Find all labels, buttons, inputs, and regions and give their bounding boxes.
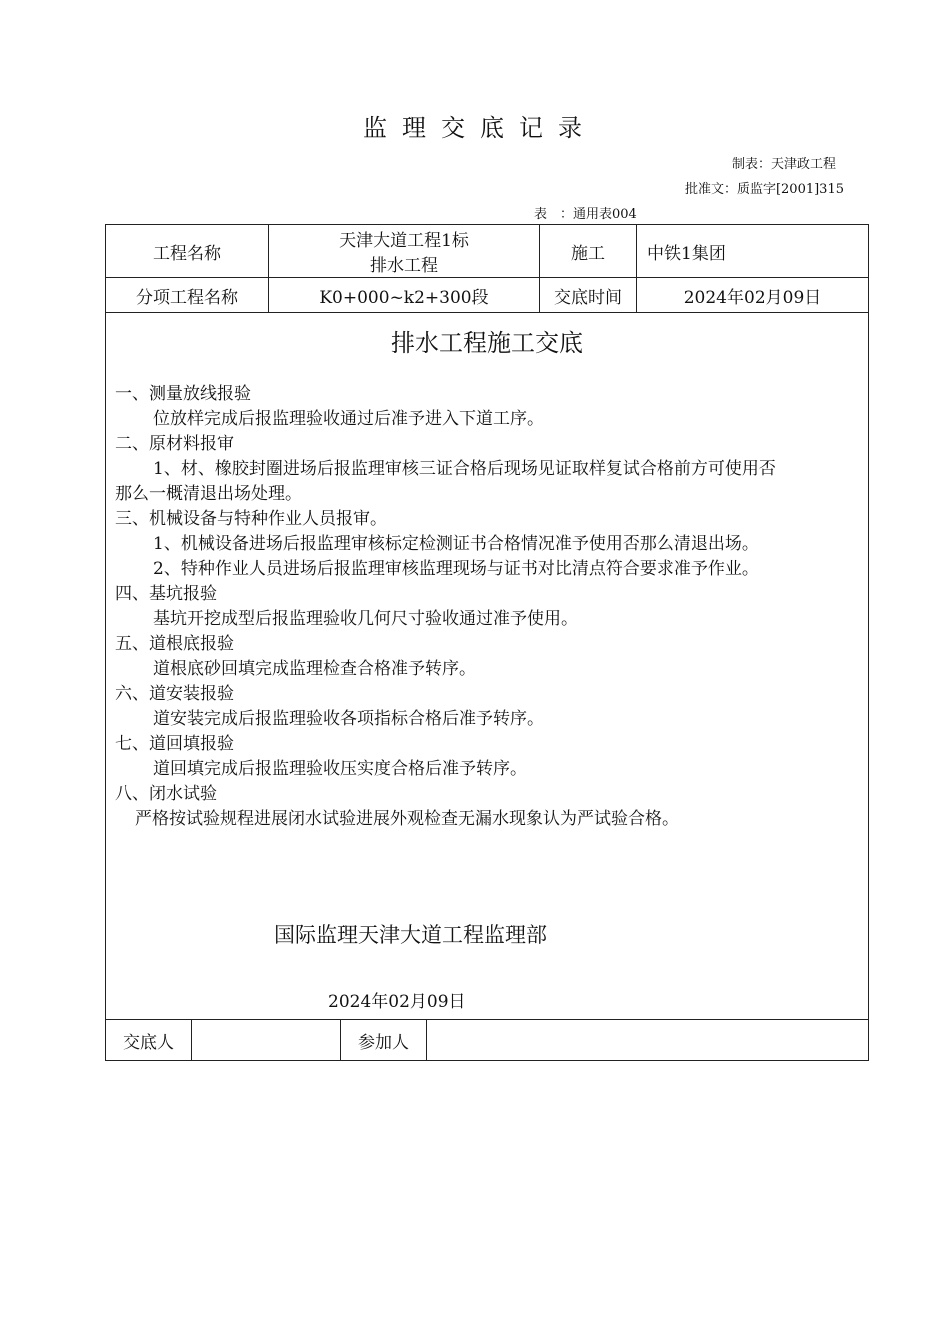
project-name-label: 工程名称 [106, 225, 269, 278]
content-line: 2、特种作业人员进场后报监理审核监理现场与证书对比清点符合要求准予作业。 [153, 559, 759, 579]
table-row [106, 313, 869, 1020]
content-line: 二、原材料报审 [115, 434, 234, 454]
briefing-content [106, 382, 868, 832]
section-heading: 排水工程施工交底 [391, 329, 583, 357]
briefing-record-table [105, 224, 869, 1061]
content-line: 基坑开挖成型后报监理验收几何尺寸验收通过准予使用。 [153, 609, 578, 629]
content-line: 八、闭水试验 [115, 784, 217, 804]
signature-date: 2024年02月09日 [328, 992, 466, 1012]
content-line: 那么一概清退出场处理。 [115, 484, 302, 504]
content-line: 道安装完成后报监理验收各项指标合格后准予转序。 [153, 709, 544, 729]
content-line: 严格按试验规程进展闭水试验进展外观检查无漏水现象认为严试验合格。 [135, 809, 679, 829]
approval-note: 批准文：质监字[2001]315 [684, 182, 844, 197]
table-row [106, 225, 869, 278]
content-line: 三、机械设备与特种作业人员报审。 [115, 509, 387, 529]
content-line: 道根底砂回填完成监理检查合格准予转序。 [153, 659, 476, 679]
participant-label: 参加人 [341, 1020, 427, 1061]
project-name-line-2: 排水工程 [370, 256, 438, 276]
content-line: 一、测量放线报验 [115, 384, 251, 404]
content-line: 位放样完成后报监理验收通过后准予进入下道工序。 [153, 409, 544, 429]
sub-project-value: K0+000~k2+300段 [269, 278, 540, 313]
sub-project-label: 分项工程名称 [106, 278, 269, 313]
construction-label: 施工 [540, 225, 637, 278]
made-by-note: 制表：天津政工程 [731, 157, 836, 172]
project-name-value [269, 225, 540, 278]
briefing-date-value: 2024年02月09日 [637, 278, 869, 313]
content-line: 1、机械设备进场后报监理审核标定检测证书合格情况准予使用否那么清退出场。 [153, 534, 759, 554]
content-line: 道回填完成后报监理验收压实度合格后准予转序。 [153, 759, 527, 779]
content-line: 六、道安装报验 [115, 684, 234, 704]
table-row [106, 278, 869, 313]
content-line: 四、基坑报验 [115, 584, 217, 604]
content-line: 五、道根底报验 [115, 634, 234, 654]
content-line: 1、材、橡胶封圈进场后报监理审核三证合格后现场见证取样复试合格前方可使用否 [153, 459, 776, 479]
construction-value: 中铁1集团 [637, 225, 869, 278]
content-line: 七、道回填报验 [115, 734, 234, 754]
briefing-date-label: 交底时间 [540, 278, 637, 313]
briefing-content-cell [106, 313, 869, 1020]
document-title: 监理交底记录 [363, 114, 597, 142]
supervision-organization: 国际监理天津大道工程监理部 [274, 923, 547, 947]
project-name-line-1: 天津大道工程1标 [339, 231, 469, 251]
form-number-note: 表 ：通用表004 [534, 207, 637, 222]
briefer-label: 交底人 [106, 1020, 192, 1061]
